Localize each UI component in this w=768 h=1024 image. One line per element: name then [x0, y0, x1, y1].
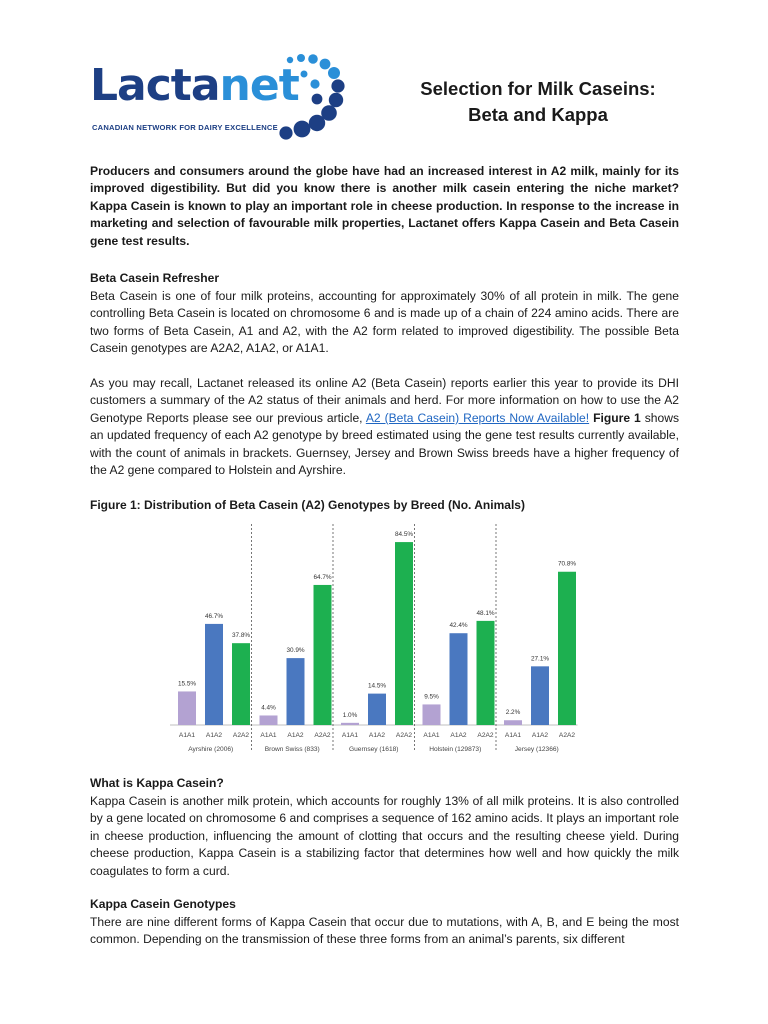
intro-paragraph: Producers and consumers around the globe have had an increased interest in A2 milk, mainly for its improved digestibility. But did you know there is another milk casein entering the niche market? Kappa Casein is known to play an important role in cheese production. In response to the increase in marketing and selection of favourable milk properties, Lactanet offers Kappa Casein and Beta Casein gene test results.: [90, 164, 679, 248]
bar-a2a2: [314, 585, 332, 725]
genotype-tick-label: A1A2: [205, 732, 223, 739]
genotype-tick-label: A1A1: [423, 732, 440, 739]
bar-a1a1: [504, 720, 522, 725]
bar-a1a2: [450, 633, 468, 725]
breed-group-label: Jersey (12366): [514, 746, 559, 753]
bar-value-label: 4.4%: [261, 704, 276, 712]
bar-value-label: 37.8%: [231, 632, 251, 640]
bar-a1a2: [287, 658, 305, 725]
page-title-line1: Selection for Milk Caseins:: [420, 78, 656, 99]
genotype-tick-label: A2A2: [395, 732, 413, 739]
beta-casein-paragraph: Beta Casein is one of four milk proteins, accounting for approximately 30% of all protein in milk. The gene controlling Beta Casein is located on chromosome 6 and is made up of a chain of 224 amino acids. There are two forms of Beta Casein, A1 and A2, with the A2 form related to improved digestibility. The possible Beta Casein genotypes are A2A2, A1A2, or A1A1.: [90, 289, 679, 356]
bar-a2a2: [477, 621, 495, 725]
genotype-tick-label: A1A2: [368, 732, 386, 739]
genotype-tick-label: A1A1: [178, 732, 196, 739]
genotype-tick-label: A1A2: [450, 732, 467, 739]
bar-value-label: 9.5%: [424, 693, 439, 701]
genotype-tick-label: A2A2: [314, 732, 331, 739]
bar-value-label: 64.7%: [313, 573, 332, 581]
breed-group-label: Brown Swiss (833): [264, 746, 320, 753]
bar-a1a1: [341, 723, 359, 725]
bar-value-label: 1.0%: [342, 711, 358, 719]
genotype-tick-label: A2A2: [477, 732, 494, 739]
bar-value-label: 84.5%: [394, 531, 414, 539]
bar-value-label: 48.1%: [476, 609, 495, 617]
bar-a1a1: [178, 691, 196, 725]
reports-paragraph: [90, 375, 679, 479]
breed-group-label: Holstein (129873): [429, 746, 482, 753]
genotype-tick-label: A1A1: [260, 732, 277, 739]
reports-text-before: As you may recall, Lactanet released its online A2 (Beta Casein) reports earlier this year to provide its DHI customers a summary of the A2 status of their animals and herd. For more information on how to use the A2 Genotype Reports please see our previous article,: [90, 376, 679, 425]
genotype-tick-label: A1A2: [287, 732, 304, 739]
a2-reports-link[interactable]: A2 (Beta Casein) Reports Now Available!: [365, 410, 590, 425]
bar-value-label: 15.5%: [177, 680, 197, 688]
page-title-line2: Beta and Kappa: [468, 104, 608, 125]
genotype-tick-label: A1A2: [531, 732, 549, 739]
bar-a1a2: [368, 694, 386, 725]
bar-a1a1: [423, 704, 441, 725]
bar-value-label: 14.5%: [367, 682, 387, 690]
bar-a1a2: [531, 666, 549, 725]
bar-value-label: 42.4%: [449, 622, 468, 630]
logo-wordmark: [90, 60, 299, 111]
bar-value-label: 27.1%: [530, 655, 550, 663]
bar-a2a2: [558, 572, 576, 725]
bar-value-label: 2.2%: [505, 709, 521, 717]
kappa-casein-paragraph: Kappa Casein is another milk protein, which accounts for roughly 13% of all milk proteins. It is also controlled by a gene located on chromosome 6 and comprises a sequence of 162 amino acids. It plays an important role in cheese production, influencing the amount of clotting that occurs and the resulting cheese yield. During cheese production, Kappa Casein is a stabilizing factor that determines how well and how quickly the milk coagulates to form a curd.: [90, 794, 679, 878]
kappa-casein-heading: What is Kappa Casein?: [90, 776, 224, 790]
kappa-genotypes-heading: Kappa Casein Genotypes: [90, 897, 236, 911]
logo-word-part1: Lacta: [90, 60, 220, 111]
breed-group-label: Ayrshire (2006): [188, 746, 234, 753]
page-title: [388, 76, 688, 128]
beta-casein-heading: Beta Casein Refresher: [90, 271, 220, 285]
bar-a2a2: [232, 643, 250, 725]
bar-value-label: 70.8%: [557, 560, 577, 568]
genotype-tick-label: A2A2: [232, 732, 250, 739]
bar-a2a2: [395, 542, 413, 725]
figure-title: Figure 1: Distribution of Beta Casein (A2) Genotypes by Breed (No. Animals): [90, 498, 525, 512]
reports-text-after: shows an updated frequency of each A2 genotype by breed estimated using the gene test results currently available, with the count of animals in brackets. Guernsey, Jersey and Brown Swiss breeds have a higher frequency of the A2 gene compared to Holstein and Ayrshire.: [90, 410, 679, 478]
bar-value-label: 46.7%: [204, 612, 224, 620]
bar-value-label: 30.9%: [286, 647, 305, 655]
figure-reference: Figure 1: [593, 410, 641, 425]
genotype-tick-label: A1A1: [341, 732, 359, 739]
bar-a1a1: [260, 715, 278, 725]
genotype-tick-label: A2A2: [558, 732, 576, 739]
genotype-bar-chart: [170, 524, 590, 756]
genotype-tick-label: A1A1: [504, 732, 522, 739]
kappa-genotypes-paragraph: There are nine different forms of Kappa Casein that occur due to mutations, with A, B, and E being the most common. Depending on the transmission of these three forms from an animal’s parents, six different: [90, 915, 679, 947]
logo-word-part2: net: [219, 60, 299, 111]
breed-group-label: Guernsey (1618): [349, 746, 399, 753]
lactanet-logo: [90, 46, 350, 146]
logo-tagline: CANADIAN NETWORK FOR DAIRY EXCELLENCE: [92, 123, 278, 132]
bar-a1a2: [205, 624, 223, 725]
